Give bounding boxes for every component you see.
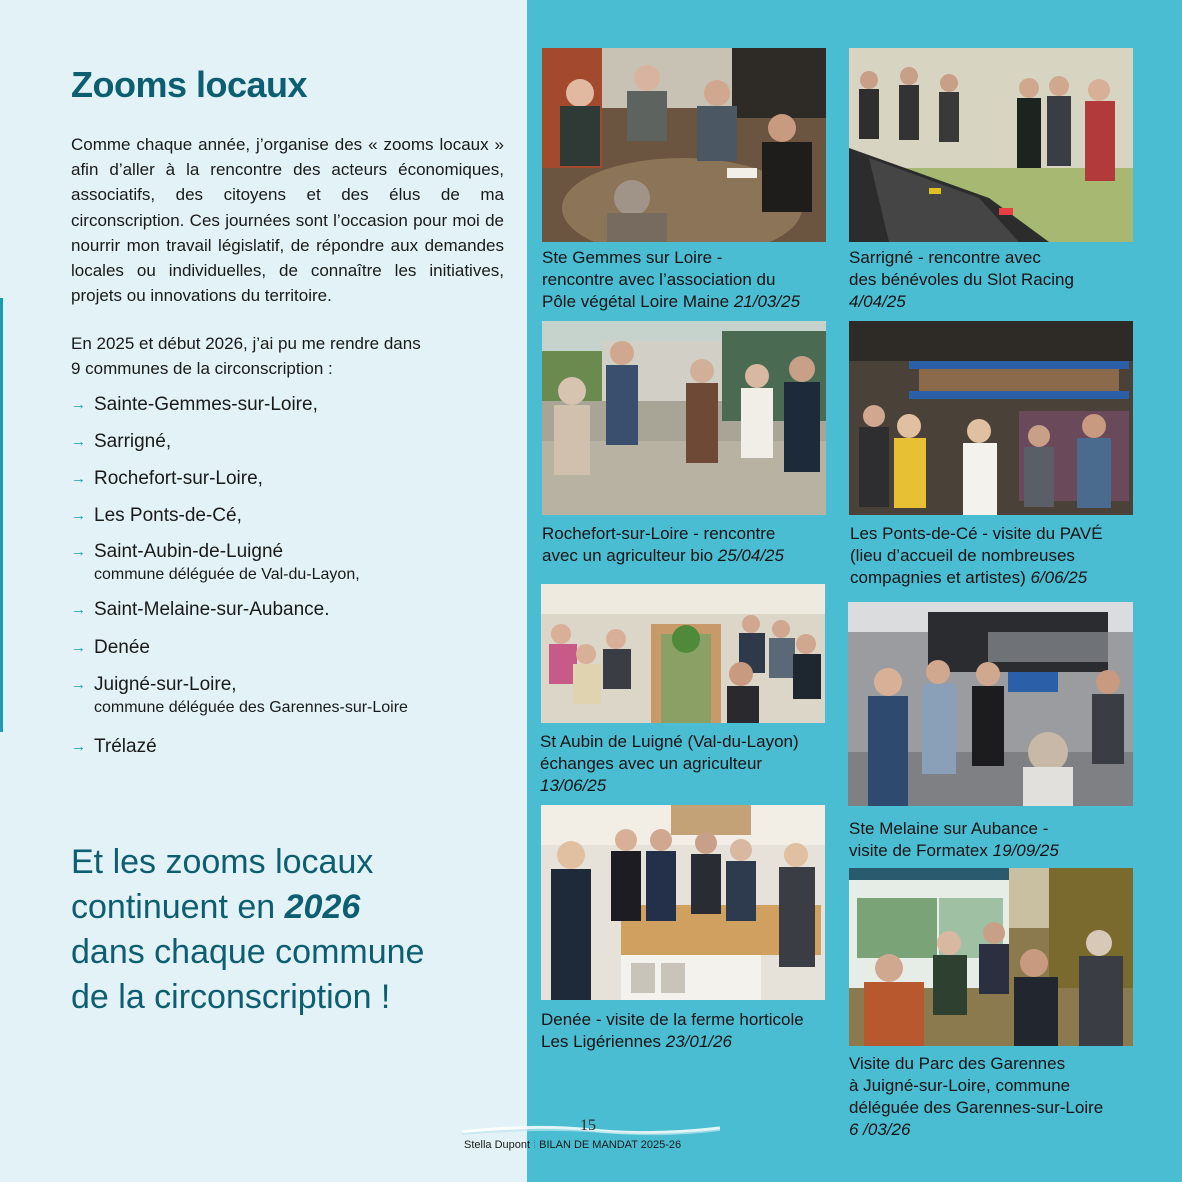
caption-line: Ste Melaine sur Aubance - [849,819,1049,838]
caption-date: 21/03/25 [733,292,801,311]
closing-statement [71,840,491,1020]
commune-name: Rochefort-sur-Loire, [94,468,263,489]
photo-sarrigne-image [849,48,1133,242]
photo-ponts-de-ce-image [849,321,1133,515]
caption-date: 6/06/25 [1030,568,1088,587]
caption-line: Rochefort-sur-Loire - rencontre [542,524,776,543]
communes-lead-line-2: 9 communes de la circonscription : [71,359,333,378]
arrow-right-icon: → [71,543,86,560]
caption-line: déléguée des Garennes-sur-Loire [849,1098,1104,1117]
caption-line: Les Ligériennes [541,1032,666,1051]
commune-item [71,539,360,585]
caption-line: Visite du Parc des Garennes [849,1054,1066,1073]
arrow-right-icon: → [71,470,86,487]
commune-item [71,429,171,455]
page-number: 15 [580,1117,596,1134]
caption-date: 4/04/25 [849,292,906,311]
arrow-right-icon: → [71,507,86,524]
commune-name: Saint-Melaine-sur-Aubance. [94,599,330,620]
caption-line: Sarrigné - rencontre avec [849,248,1041,267]
caption-date: 25/04/25 [717,546,784,565]
footer-separator: ⁞ [533,1139,537,1151]
photo-st-aubin-image [541,584,825,723]
caption-ste-gemmes [542,247,800,313]
footer-document-title: BILAN DE MANDAT 2025-26 [539,1139,682,1151]
photo-garennes-image [849,868,1133,1046]
caption-line: avec un agriculteur bio [542,546,718,565]
closing-line-1: Et les zooms locaux [71,843,374,881]
commune-name [94,539,360,585]
commune-name: Les Ponts-de-Cé, [94,505,242,526]
commune-item [71,466,263,492]
closing-line-2: continuent en [71,888,285,926]
commune-item [71,597,330,623]
caption-date: 6 /03/26 [849,1120,911,1139]
arrow-right-icon: → [71,396,86,413]
commune-name-main: Saint-Aubin-de-Luigné [94,541,284,562]
photo-sarrigne [849,48,1133,242]
caption-line: des bénévoles du Slot Racing [849,270,1074,289]
caption-line: Les Ponts-de-Cé - visite du PAVÉ [850,524,1103,543]
arrow-right-icon: → [71,601,86,618]
photo-st-aubin [541,584,825,723]
caption-line: échanges avec un agriculteur [540,754,763,773]
commune-item [71,635,150,661]
photo-garennes [849,868,1133,1046]
photo-ste-gemmes-image [542,48,826,242]
commune-item [71,503,242,529]
left-accent-rule [0,298,3,732]
photo-ponts-de-ce [849,321,1133,515]
caption-line: St Aubin de Luigné (Val-du-Layon) [540,732,799,751]
commune-name: Denée [94,637,150,658]
caption-date: 23/01/26 [665,1032,732,1051]
caption-line: (lieu d’accueil de nombreuses [850,546,1075,565]
photo-ste-gemmes [542,48,826,242]
commune-name: Trélazé [94,736,157,757]
caption-denee [541,1009,804,1053]
caption-line: visite de Formatex [849,841,993,860]
commune-name [94,672,408,718]
caption-garennes [849,1053,1103,1141]
caption-line: rencontre avec l’association du [542,270,776,289]
caption-line: compagnies et artistes) [850,568,1031,587]
arrow-right-icon: → [71,639,86,656]
communes-lead [71,331,471,381]
commune-subtitle: commune déléguée de Val-du-Layon, [94,566,360,583]
photo-denee-image [541,805,825,1000]
caption-date: 13/06/25 [540,776,607,795]
caption-line: Denée - visite de la ferme horticole [541,1010,804,1029]
communes-lead-line-1: En 2025 et début 2026, j’ai pu me rendre dans [71,334,421,353]
caption-line: Ste Gemmes sur Loire - [542,248,723,267]
photo-ste-melaine [848,602,1133,806]
photo-rochefort [542,321,826,515]
intro-paragraph: Comme chaque année, j’organise des « zooms locaux » afin d’aller à la rencontre des acteurs économiques, associatifs, des citoyens et des élus de ma circonscription. Ces journées sont l’occasion pour moi de nourrir mon travail législatif, de répondre aux demandes locales ou individuelles, de connaître les initiatives, projets ou innovations du territoire. [71,135,504,306]
footer-credit [464,1139,681,1151]
commune-item [71,734,157,760]
caption-line: Pôle végétal Loire Maine [542,292,734,311]
photo-ste-melaine-image [848,602,1133,806]
caption-rochefort [542,523,784,567]
page-title: Zooms locaux [71,64,308,105]
caption-ponts-de-ce [850,523,1103,589]
commune-name-main: Juigné-sur-Loire, [94,674,237,695]
closing-year: 2026 [284,888,361,926]
commune-name: Sarrigné, [94,431,172,452]
caption-line: à Juigné-sur-Loire, commune [849,1076,1071,1095]
closing-line-3: dans chaque commune [71,933,425,971]
arrow-right-icon: → [71,676,86,693]
caption-st-aubin [540,731,799,797]
caption-date: 19/09/25 [992,841,1059,860]
photo-rochefort-image [542,321,826,515]
arrow-right-icon: → [71,433,86,450]
commune-name: Sainte-Gemmes-sur-Loire, [94,394,318,415]
caption-ste-melaine [849,818,1059,862]
caption-sarrigne [849,247,1074,313]
footer-author: Stella Dupont [464,1139,531,1151]
arrow-right-icon: → [71,738,86,755]
closing-line-4: de la circonscription ! [71,978,391,1016]
commune-subtitle: commune déléguée des Garennes-sur-Loire [94,699,408,716]
commune-item [71,672,408,718]
commune-item [71,392,318,418]
photo-denee [541,805,825,1000]
